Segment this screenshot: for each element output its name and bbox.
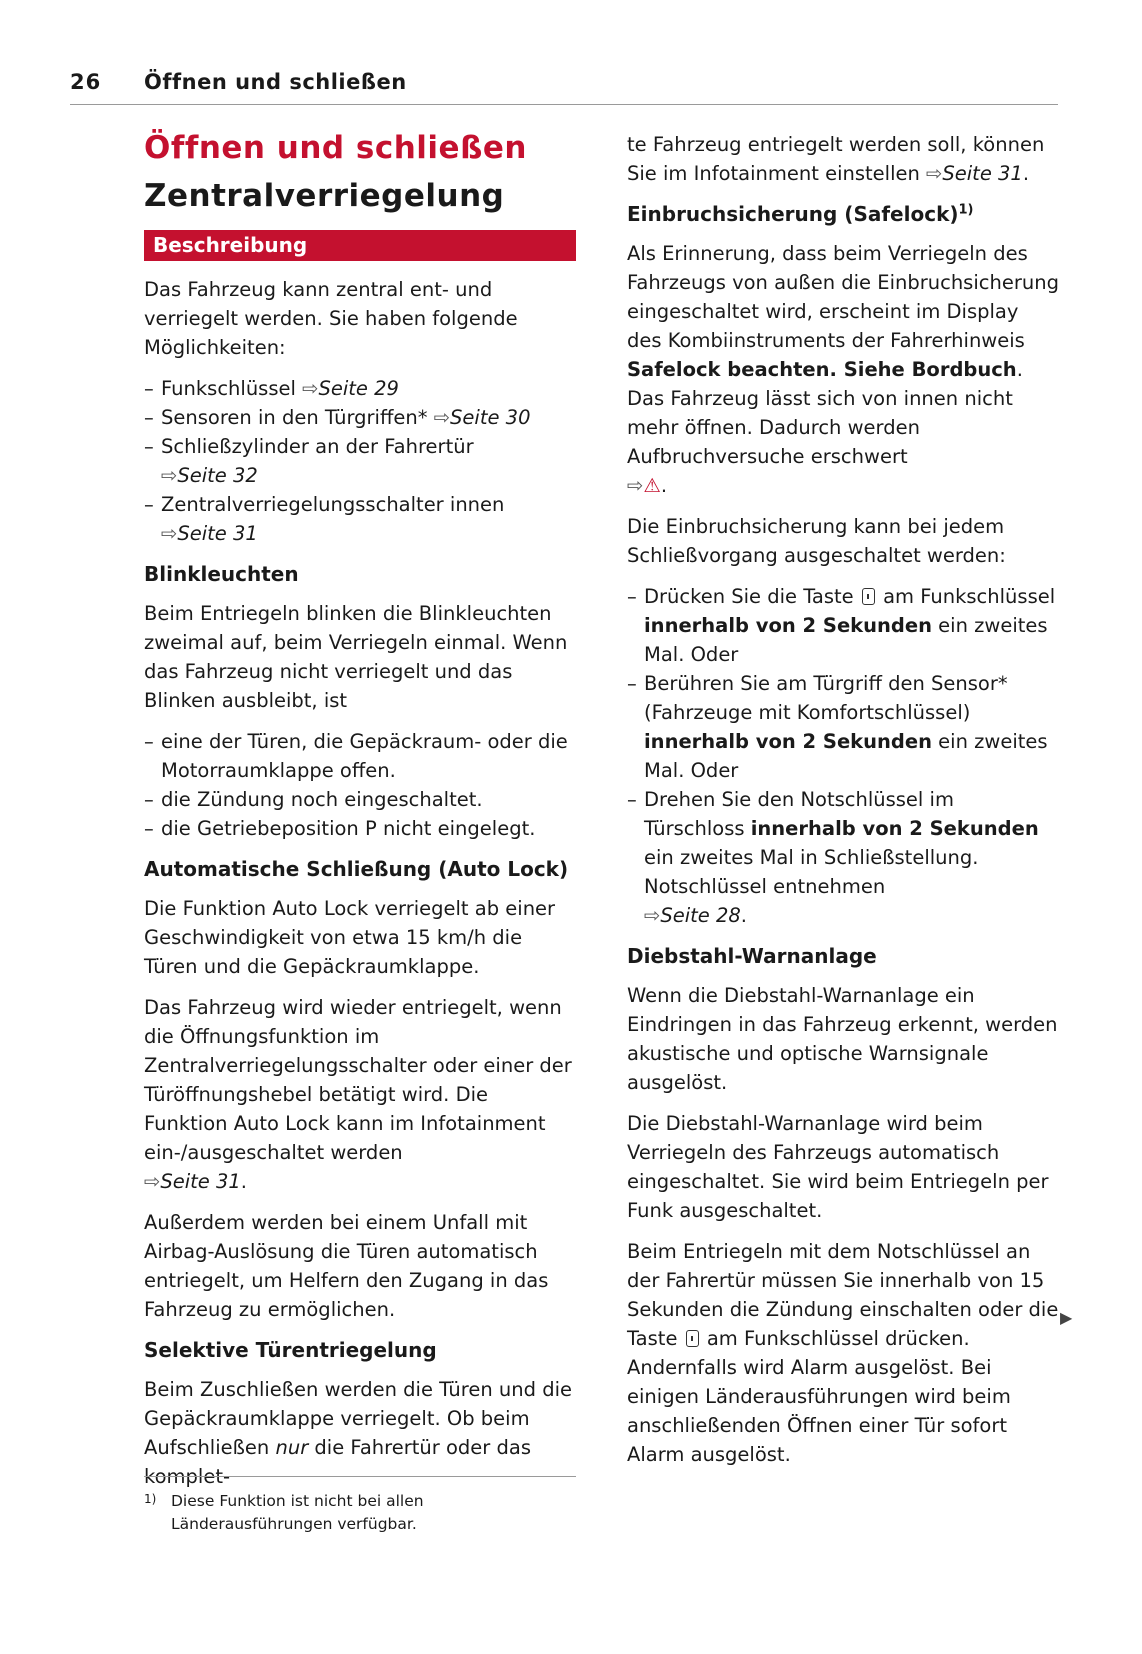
- alarm-heading: Diebstahl-Warnanlage: [627, 944, 877, 968]
- autolock-heading: Automatische Schließung (Auto Lock): [144, 857, 569, 881]
- intro-paragraph: Das Fahrzeug kann zentral ent- und verriegelt werden. Sie haben folgende Möglichkeiten:: [144, 278, 518, 359]
- footnote: [144, 1490, 576, 1536]
- alarm-paragraph-2: Die Diebstahl-Warnanlage wird beim Verriegeln des Fahrzeugs automatisch eingeschaltet. Sie wird beim Entriegeln per Funk ausgeschaltet.: [627, 1112, 1049, 1222]
- footnote-divider: [144, 1476, 576, 1477]
- list-item: [144, 403, 576, 432]
- selective-heading: Selektive Türentriegelung: [144, 1338, 437, 1362]
- page-reference-link[interactable]: ⇨Seite 31: [161, 522, 258, 545]
- arrow-icon: ⇨: [433, 406, 451, 429]
- safelock-list: [627, 582, 1059, 930]
- autolock-paragraph-3: Außerdem werden bei einem Unfall mit Airbag-Auslösung die Türen automatisch entriegelt, um Helfern den Zugang in das Fahrzeug zu ermöglichen.: [144, 1211, 549, 1321]
- list-dash: –: [627, 672, 637, 695]
- selective-paragraph: Beim Zuschließen werden die Türen und die Gepäckraumklappe verriegelt. Ob beim Aufschließen nur die Fahrertür oder das komplet-: [144, 1378, 572, 1488]
- page-reference-link[interactable]: ⇨Seite 31: [926, 162, 1023, 185]
- alarm-paragraph-1: Wenn die Diebstahl-Warnanlage ein Eindringen in das Fahrzeug erkennt, werden akustische und optische Warnsignale ausgelöst.: [627, 984, 1058, 1094]
- option-text: Zentralverriegelungsschalter innen: [161, 493, 505, 516]
- list-dash: –: [627, 788, 637, 811]
- blink-list: [144, 727, 576, 843]
- list-dash: –: [144, 493, 154, 516]
- page-reference-link[interactable]: ⇨Seite 30: [433, 406, 531, 429]
- list-dash: –: [144, 730, 154, 753]
- continue-arrow-icon: ▶: [1060, 1308, 1073, 1327]
- footnote-text: Diese Funktion ist nicht bei allen Länderausführungen verfügbar.: [171, 1492, 424, 1533]
- continued-paragraph: te Fahrzeug entriegelt werden soll, können Sie im Infotainment einstellen ⇨Seite 31.: [627, 133, 1045, 185]
- subsection-bar: Beschreibung: [144, 230, 576, 261]
- page-reference-link[interactable]: ⇨Seite 29: [302, 377, 399, 400]
- page-number: 26: [70, 70, 102, 94]
- list-dash: –: [144, 817, 154, 840]
- options-list: [144, 374, 576, 548]
- left-column: [144, 124, 576, 1503]
- list-item: [144, 374, 576, 403]
- lock-icon: [686, 1330, 699, 1347]
- list-item: – die Getriebeposition P nicht eingelegt.: [144, 814, 576, 843]
- list-dash: –: [144, 788, 154, 811]
- alarm-paragraph-3: Beim Entriegeln mit dem Notschlüssel an der Fahrertür müssen Sie innerhalb von 15 Sekunden die Zündung einschalten oder die Taste am Funkschlüssel drücken. Andernfalls wird Alarm ausgelöst. Bei einigen Länderausführungen wird beim anschließenden Öffnen einer Tür sofort Alarm ausgelöst.: [627, 1240, 1059, 1466]
- autolock-paragraph-1: Die Funktion Auto Lock verriegelt ab einer Geschwindigkeit von etwa 15 km/h die Türen und die Gepäckraumklappe.: [144, 897, 556, 978]
- arrow-icon: ⇨: [644, 904, 661, 927]
- list-item: – die Zündung noch eingeschaltet.: [144, 785, 576, 814]
- option-text: Schließzylinder an der Fahrertür: [161, 435, 474, 458]
- arrow-icon: ⇨: [161, 464, 178, 487]
- running-title: Öffnen und schließen: [144, 70, 407, 94]
- autolock-paragraph-2: Das Fahrzeug wird wieder entriegelt, wenn die Öffnungsfunktion im Zentralverriegelungsschalter oder einer der Türöffnungshebel betätigt wird. Die Funktion Auto Lock kann im Infotainment ein-/ausgeschaltet werden ⇨Seite 31.: [144, 996, 572, 1193]
- list-dash: –: [627, 585, 637, 608]
- section-title: Zentralverriegelung: [144, 178, 505, 214]
- option-text: Sensoren in den Türgriffen*: [161, 406, 428, 429]
- blink-heading: Blinkleuchten: [144, 562, 299, 586]
- option-text: Funkschlüssel: [161, 377, 296, 400]
- chapter-title: Öffnen und schließen: [144, 130, 527, 166]
- safelock-heading: Einbruchsicherung (Safelock)$^{1)}$: [627, 202, 974, 226]
- page-header: [70, 70, 1058, 105]
- blink-paragraph: Beim Entriegeln blinken die Blinkleuchten zweimal auf, beim Verriegeln einmal. Wenn das Fahrzeug nicht verriegelt und das Blinken ausbleibt, ist: [144, 602, 568, 712]
- list-item: – Berühren Sie am Türgriff den Sensor* (Fahrzeuge mit Komfortschlüssel) innerhalb von 2 Sekunden ein zweites Mal. Oder: [627, 669, 1059, 785]
- list-item: – eine der Türen, die Gepäckraum- oder die Motorraumklappe offen.: [144, 727, 576, 785]
- arrow-icon: ⇨: [926, 162, 943, 185]
- list-dash: –: [144, 435, 154, 458]
- safelock-paragraph: Als Erinnerung, dass beim Verriegeln des Fahrzeugs von außen die Einbruchsicherung eingeschaltet wird, erscheint im Display des Kombiinstruments der Fahrerhinweis Safelock beachten. Siehe Bordbuch. Das Fahrzeug lässt sich von innen nicht mehr öffnen. Dadurch werden Aufbruchversuche erschwert ⇨⚠.: [627, 242, 1059, 497]
- page-reference-link[interactable]: ⇨Seite 31: [144, 1170, 241, 1193]
- arrow-icon: ⇨: [302, 377, 319, 400]
- right-column: [627, 130, 1059, 1481]
- footnote-marker: 1): [958, 202, 974, 218]
- list-dash: –: [144, 406, 154, 429]
- safelock-off-paragraph: Die Einbruchsicherung kann bei jedem Schließvorgang ausgeschaltet werden:: [627, 515, 1006, 567]
- page-reference-link[interactable]: ⇨Seite 28: [644, 904, 741, 927]
- list-dash: –: [144, 377, 154, 400]
- footnote-mark: 1): [144, 1492, 157, 1506]
- list-item: [144, 490, 576, 548]
- list-item: – Drehen Sie den Notschlüssel im Türschloss innerhalb von 2 Sekunden ein zweites Mal in Schließstellung. Notschlüssel entnehmen ⇨Seite 28.: [627, 785, 1059, 930]
- warning-icon[interactable]: ⚠: [643, 474, 661, 497]
- arrow-icon: ⇨: [144, 1170, 161, 1193]
- arrow-icon: ⇨: [161, 522, 178, 545]
- list-item: [144, 432, 576, 490]
- arrow-icon: ⇨: [627, 474, 644, 497]
- page-reference-link[interactable]: ⇨Seite 32: [161, 464, 258, 487]
- list-item: – Drücken Sie die Taste am Funkschlüssel innerhalb von 2 Sekunden ein zweites Mal. Oder: [627, 582, 1059, 669]
- lock-icon: [862, 588, 875, 605]
